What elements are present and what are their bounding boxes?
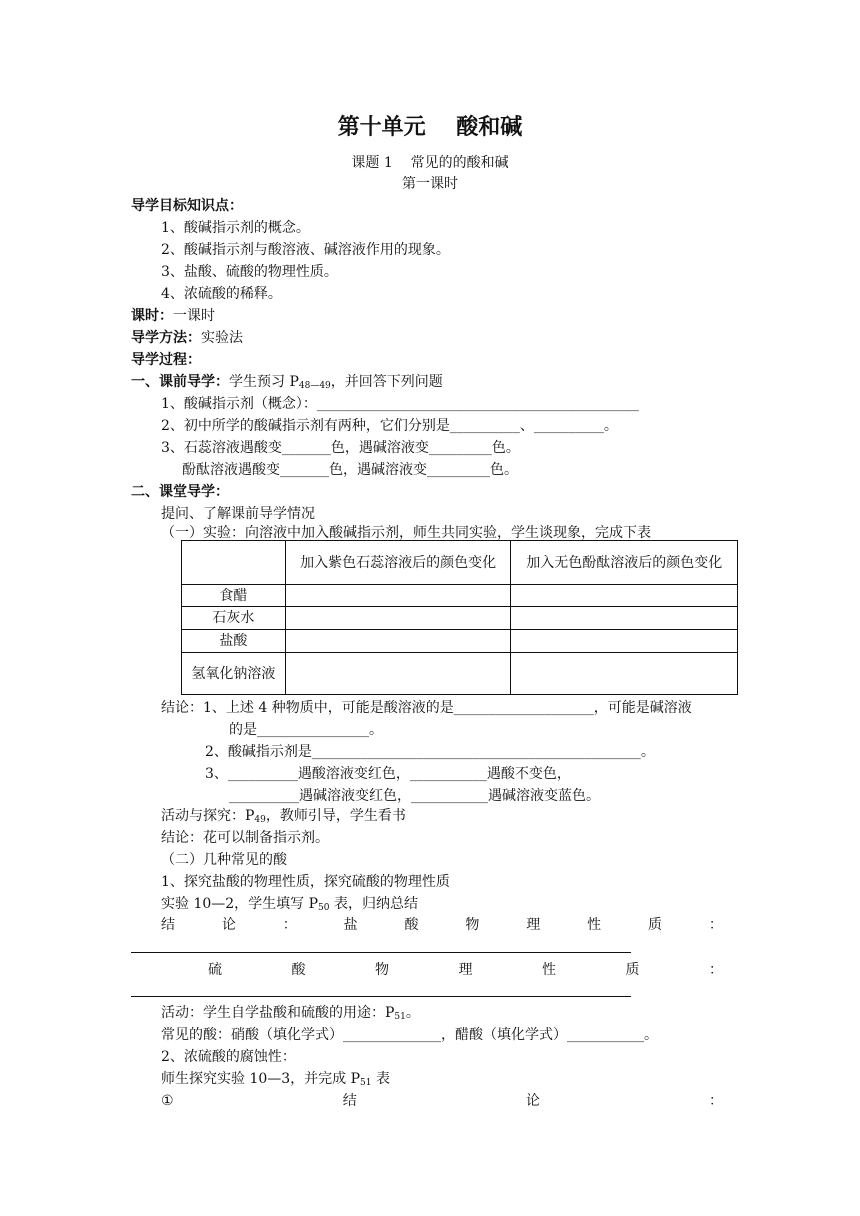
conclusion-1: 结论：1、上述 4 种物质中，可能是酸溶液的是____________________，可能是碱溶液 — [161, 700, 692, 716]
table-header-phenolphthalein: 加入无色酚酞溶液后的颜色变化 — [511, 541, 738, 585]
preview-question-3: 3、石蕊溶液遇酸变_______色，遇碱溶液变_________色。 — [161, 440, 520, 456]
table-cell[interactable] — [285, 630, 511, 653]
table-cell[interactable] — [511, 630, 738, 653]
hcl-properties-line — [161, 915, 723, 935]
period-line — [131, 306, 215, 326]
table-row-label: 氢氧化钠溶液 — [182, 653, 286, 695]
common-acids-heading: （二）几种常见的酸 — [161, 852, 287, 868]
experiment-10-2 — [161, 894, 418, 914]
char: ： — [282, 917, 297, 933]
experiment-text-end: 表 — [371, 1071, 390, 1087]
table-header-blank — [182, 541, 286, 585]
activity-line — [161, 806, 406, 826]
explore-line: 1、探究盐酸的物理性质，探究硫酸的物理性质 — [161, 874, 450, 890]
table-cell[interactable] — [511, 653, 738, 695]
table-header-litmus: 加入紫色石蕊溶液后的颜色变化 — [285, 541, 511, 585]
char: 论 — [221, 917, 236, 933]
table-row — [182, 630, 738, 653]
table-row — [182, 607, 738, 630]
classroom-heading: 二、课堂导学： — [131, 484, 229, 500]
preview-heading: 一、课前导学： — [131, 374, 229, 390]
char: ： — [708, 917, 723, 933]
answer-line[interactable] — [131, 952, 631, 953]
objective-item: 1、酸碱指示剂的概念。 — [161, 220, 310, 236]
circled-one: ① — [161, 1093, 174, 1109]
table-cell[interactable] — [511, 585, 738, 607]
experiment-text: 实验 10—2，学生填写 P — [161, 896, 319, 912]
table-row-label: 食醋 — [182, 585, 286, 607]
table-cell[interactable] — [285, 653, 511, 695]
char: 物 — [465, 917, 480, 933]
table-row — [182, 585, 738, 607]
objective-item: 2、酸碱指示剂与酸溶液、碱溶液作用的现象。 — [161, 242, 450, 258]
usage-text-end: 。 — [405, 1005, 420, 1021]
table-row-label: 盐酸 — [182, 630, 286, 653]
preview-intro-end: ，并回答下列问题 — [330, 374, 443, 390]
conclusion-3b: __________遇碱溶液变红色，___________遇碱溶液变蓝色。 — [229, 788, 600, 804]
indicator-table — [181, 540, 738, 695]
period-label: 课时： — [131, 308, 173, 324]
preview-intro: 学生预习 P — [229, 374, 299, 390]
page-ref: 50 — [318, 903, 330, 913]
table-row — [182, 653, 738, 695]
activity-conclusion: 结论：花可以制备指示剂。 — [161, 830, 329, 846]
method-label: 导学方法： — [131, 330, 201, 346]
table-cell[interactable] — [511, 607, 738, 630]
corrosive-heading: 2、浓硫酸的腐蚀性： — [161, 1049, 296, 1065]
conclusion-1b: 的是________________。 — [229, 722, 383, 738]
period-value: 一课时 — [173, 308, 215, 324]
char: 硫 — [208, 962, 222, 978]
char: ： — [709, 962, 723, 978]
char: 结 — [342, 1093, 357, 1109]
char: 酸 — [291, 962, 306, 978]
char: 结 — [161, 917, 175, 933]
char: 性 — [542, 962, 556, 978]
process-heading: 导学过程： — [131, 352, 201, 368]
common-acids-line: 常见的酸：硝酸（填化学式）______________，醋酸（填化学式）___________。 — [161, 1027, 658, 1043]
conclusion-3: 3、__________遇酸溶液变红色，___________遇酸不变色， — [205, 766, 571, 782]
page-ref: 51 — [360, 1078, 372, 1088]
preview-question-3b: 酚酞溶液遇酸变_______色，遇碱溶液变_________色。 — [182, 462, 518, 478]
preview-line — [131, 372, 443, 392]
h2so4-properties-line — [208, 960, 723, 980]
char: 酸 — [404, 917, 419, 933]
char: 理 — [458, 962, 473, 978]
experiment-text-end: 表，归纳总结 — [329, 896, 418, 912]
classroom-ask: 提问、了解课前导学情况 — [161, 506, 315, 522]
answer-line[interactable] — [131, 996, 631, 997]
activity-text: 活动与探究：P — [161, 808, 255, 824]
char: 论 — [525, 1093, 540, 1109]
objective-item: 4、浓硫酸的稀释。 — [161, 286, 282, 302]
page-ref: 49 — [254, 815, 266, 825]
experiment-10-3 — [161, 1069, 390, 1089]
preview-question-2: 2、初中所学的酸碱指示剂有两种，它们分别是__________、__________。 — [161, 418, 618, 434]
char: 盐 — [343, 917, 358, 933]
char: ： — [708, 1093, 723, 1109]
unit-title: 第十单元 酸和碱 — [337, 115, 523, 140]
conclusion-2: 2、酸碱指示剂是_______________________________________________。 — [205, 744, 655, 760]
final-conclusion-line — [161, 1091, 723, 1111]
page-range: 48—49 — [298, 381, 331, 391]
table-row-label: 石灰水 — [182, 607, 286, 630]
usage-activity — [161, 1003, 420, 1023]
lesson-subtitle: 课题 1 常见的的酸和碱 — [351, 155, 509, 171]
objective-item: 3、盐酸、硫酸的物理性质。 — [161, 264, 338, 280]
experiment-text: 师生探究实验 10—3，并完成 P — [161, 1071, 361, 1087]
preview-question-1: 1、酸碱指示剂（概念）：______________________________________________ — [161, 396, 639, 412]
method-line — [131, 328, 243, 348]
char: 理 — [526, 917, 541, 933]
activity-text-end: ，教师引导，学生看书 — [265, 808, 406, 824]
char: 质 — [648, 917, 662, 933]
char: 物 — [375, 962, 389, 978]
method-value: 实验法 — [201, 330, 243, 346]
session-label: 第一课时 — [402, 176, 458, 192]
char: 性 — [587, 917, 602, 933]
char: 质 — [625, 962, 640, 978]
table-cell[interactable] — [285, 585, 511, 607]
experiment-1: （一）实验：向溶液中加入酸碱指示剂，师生共同实验，学生谈现象，完成下表 — [161, 525, 651, 541]
table-header-row — [182, 541, 738, 585]
table-cell[interactable] — [285, 607, 511, 630]
page-ref: 51 — [394, 1012, 406, 1022]
objectives-heading: 导学目标知识点： — [131, 198, 243, 214]
usage-text: 活动：学生自学盐酸和硫酸的用途：P — [161, 1005, 395, 1021]
